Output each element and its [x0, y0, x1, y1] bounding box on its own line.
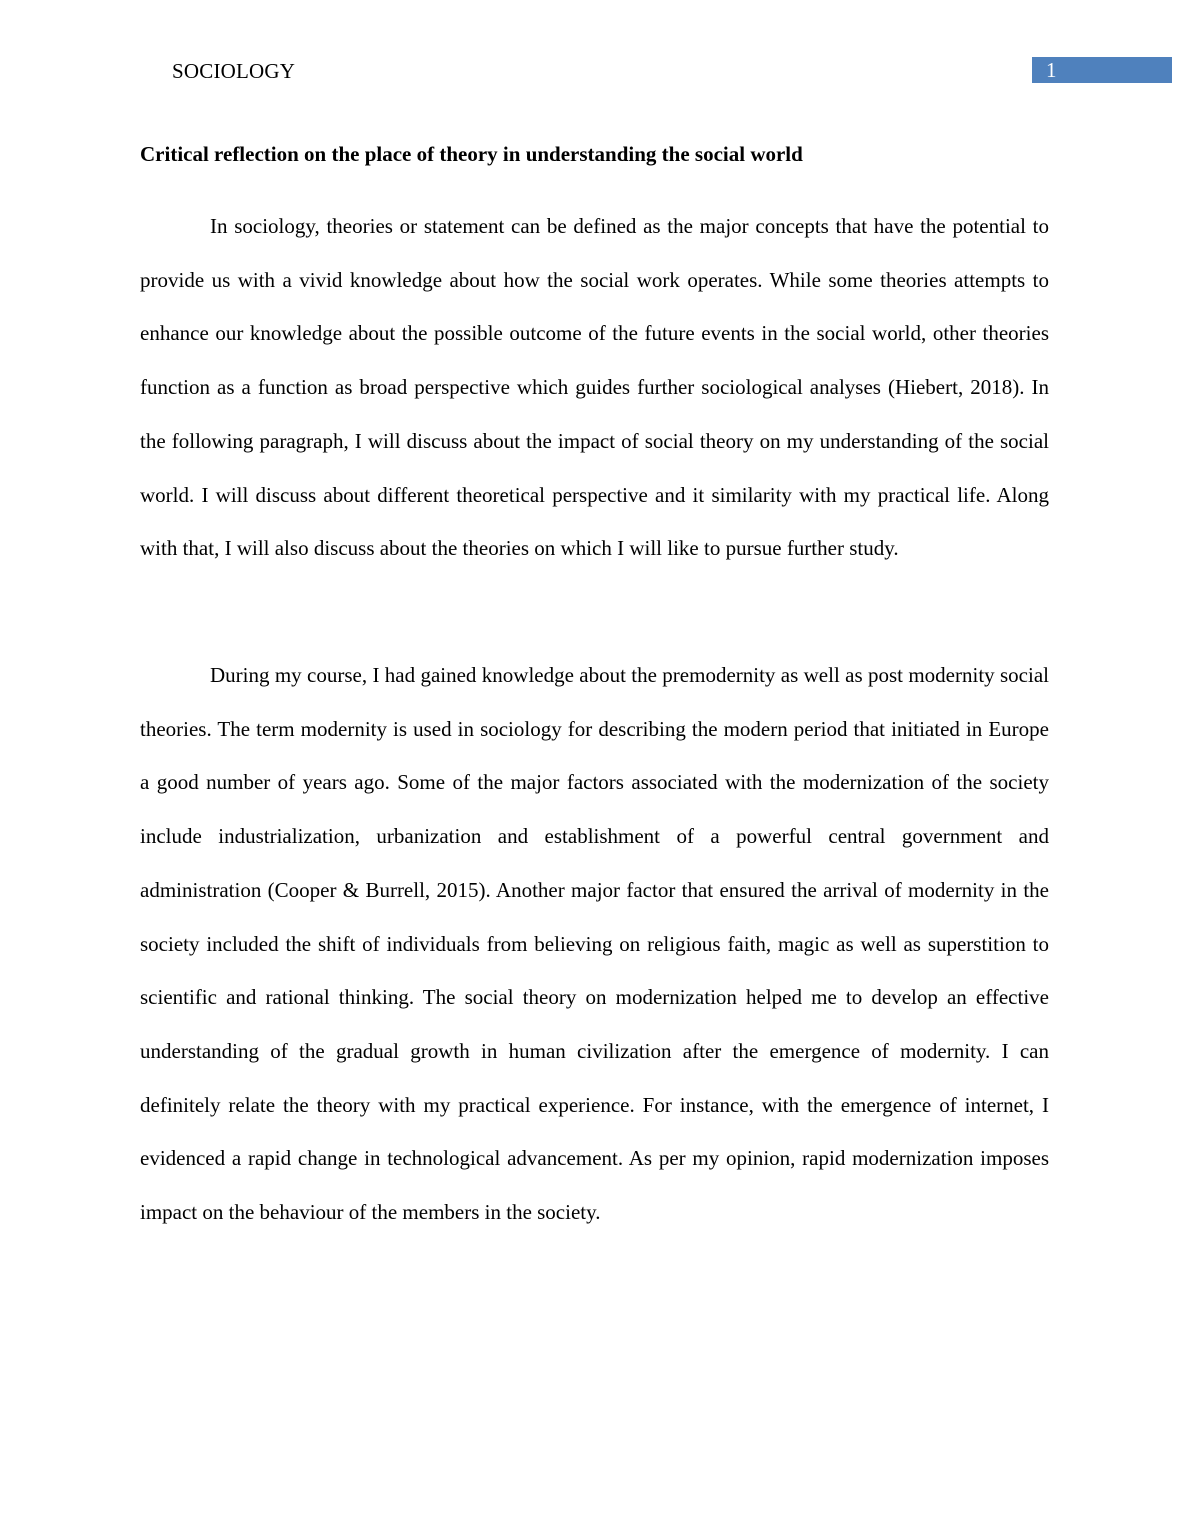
- running-head: SOCIOLOGY: [172, 59, 296, 83]
- document-title: Critical reflection on the place of theory in understanding the social world: [140, 142, 803, 166]
- page-number-box: [1032, 57, 1172, 83]
- body-paragraph-2: During my course, I had gained knowledge about the premodernity as well as post modernity social theories. The term modernity is used in sociology for describing the modern period that initiated in Europe a good number of years ago. Some of the major factors associated with the modernization of the society include industrialization, urbanization and establishment of a powerful central government and administration (Cooper & Burrell, 2015). Another major factor that ensured the arrival of modernity in the society included the shift of individuals from believing on religious faith, magic as well as superstition to scientific and rational thinking. The social theory on modernization helped me to develop an effective understanding of the gradual growth in human civilization after the emergence of modernity. I can definitely relate the theory with my practical experience. For instance, with the emergence of internet, I evidenced a rapid change in technological advancement. As per my opinion, rapid modernization imposes impact on the behaviour of the members in the society.: [140, 663, 1049, 1225]
- body-paragraph-1: In sociology, theories or statement can be defined as the major concepts that have the potential to provide us with a vivid knowledge about how the social work operates. While some theories attempts to enhance our knowledge about the possible outcome of the future events in the social world, other theories function as a function as broad perspective which guides further sociological analyses (Hiebert, 2018). In the following paragraph, I will discuss about the impact of social theory on my understanding of the social world. I will discuss about different theoretical perspective and it similarity with my practical life. Along with that, I will also discuss about the theories on which I will like to pursue further study.: [140, 214, 1049, 561]
- page-number: 1: [1046, 58, 1057, 82]
